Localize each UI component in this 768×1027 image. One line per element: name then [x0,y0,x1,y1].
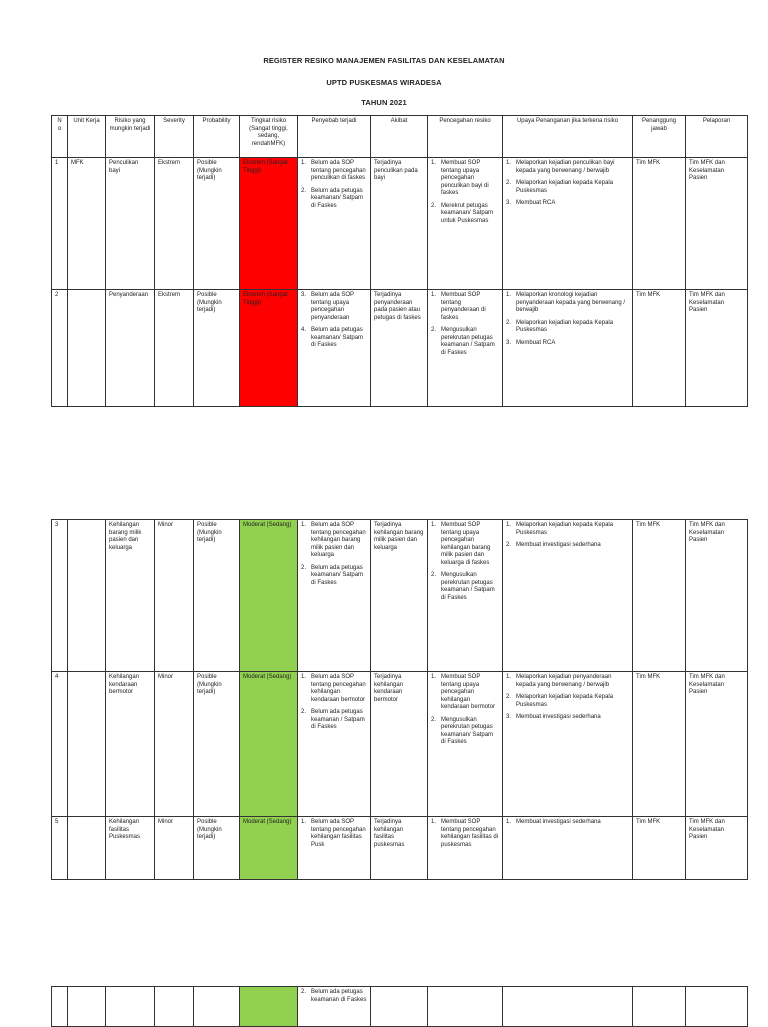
cell-handling [503,520,633,672]
cell-handling [503,987,633,1027]
col-header-level: Tingkat risiko (Sangat tinggi, sedang, rendahMFK) [240,116,298,158]
cell-probability: Posible (Mungkin terjadi) [194,290,240,407]
cell-effect: Terjadinya kehilangan fasilitas puskesmas [371,817,428,880]
cell-risk: Kehilangan fasilitas Puskesmas [106,817,155,880]
cell-cause [298,987,371,1027]
cell-pic: Tim MFK [633,817,686,880]
table-row [52,987,748,1027]
risk-register-table-part-1 [51,115,748,407]
cell-risk-level: Ekstrem (Sangat Tinggi) [240,158,298,290]
cell-handling [503,158,633,290]
col-header-cause: Penyebab terjadi [298,116,371,158]
cell-handling [503,290,633,407]
table-row [52,817,748,880]
cell-risk: Kehilangan barang milik pasien dan keluarga [106,520,155,672]
list-item: 2. Membuat investigasi sederhana [506,542,601,548]
cell-handling [503,817,633,880]
cell-probability: Posible (Mungkin terjadi) [194,817,240,880]
list-item: 1. Melaporkan kejadian penculikan bayi kepada yang berwenang / berwajib [506,160,615,174]
col-header-no: N o [52,116,68,158]
list-item: 1. Membuat SOP tentang upaya pencegahan kehilangan kendaraan bermotor [431,674,496,710]
cell-probability: Posible (Mungkin terjadi) [194,672,240,817]
cell-effect: Terjadinya kehilangan kendaraan bermotor [371,672,428,817]
cell-unit [68,817,106,880]
cell-cause [298,290,371,407]
cell-probability [194,987,240,1027]
cell-probability: Posible (Mungkin terjadi) [194,520,240,672]
list-item: 1. Membuat SOP tentang upaya pencegahan penculikan bayi di faskes [431,160,489,196]
cell-severity: Ekstrem [155,158,194,290]
list-item: 2. Mengusulkan perekrutan petugas keamanan/ Satpam di Faskes [431,716,494,745]
cell-prevention [428,158,503,290]
table-row [52,290,748,407]
table-row [52,672,748,817]
cell-unit: MFK [68,158,106,290]
col-header-severity: Severity [155,116,194,158]
col-header-unit: Unit Kerja [68,116,106,158]
cell-unit [68,290,106,407]
risk-register-table-part-2 [51,519,748,880]
cell-risk: Penyanderaan [106,290,155,407]
cell-cause [298,158,371,290]
cell-prevention [428,672,503,817]
cell-handling [503,672,633,817]
cell-risk-level: Moderat (Sedang) [240,520,298,672]
list-item: 2. Merekrut petugas keamanan/ Satpam untuk Puskesmas [431,202,494,224]
cell-unit [68,987,106,1027]
cell-severity: Minor [155,672,194,817]
cell-cause [298,817,371,880]
list-item: 2. Belum ada petugas keamanan/ Satpam di Faskes [301,564,364,586]
risk-register-table-part-3 [51,986,748,1027]
cell-effect: Terjadinya penyanderaan pada pasien atau petugas di faskes [371,290,428,407]
list-item: 1. Belum ada SOP tentang pencegahan kehilangan kendaraan bermotor [301,674,366,703]
list-item: 4. Belum ada petugas keamanan/ Satpam di Faskes [301,327,364,348]
organization-name: UPTD PUSKESMAS WIRADESA [326,78,442,87]
cell-no: 2 [52,290,68,407]
list-item: 3. Belum ada SOP tentang upaya pencegahan penyanderaan [301,292,354,321]
cell-report: Tim MFK dan Keselamatan Pasien [686,817,748,880]
list-item: 2. Mengusulkan perekrutan petugas keamanan / Satpam di Faskes [431,327,495,356]
list-item: 1. Belum ada SOP tentang pencegahan kehilangan barang milik pasien dan keluarga [301,522,366,558]
col-header-risk: Risiko yang mungkin terjadi [106,116,155,158]
cell-severity: Minor [155,520,194,672]
cell-risk-level: Ekstrem (Sangat Tinggi) [240,290,298,407]
cell-report: Tim MFK dan Keselamatan Pasien [686,290,748,407]
cell-effect [371,987,428,1027]
list-item: 1. Belum ada SOP tentang pencegahan penculikan di faskes [301,160,366,181]
col-header-report: Pelaporan [686,116,748,158]
cell-risk-level [240,987,298,1027]
list-item: 2. Belum ada petugas keamanan di Faskes [301,989,367,1003]
list-item: 2. Melaporkan kejadian kepada Kepala Puskesmas [506,319,614,333]
cell-pic: Tim MFK [633,672,686,817]
list-item: 3. Membuat RCA [506,339,556,346]
list-item: 2. Melaporkan kejadian kepada Kepala Puskesmas [506,694,614,708]
list-item: 2. Mengusulkan perekrutan petugas keamanan / Satpam di Faskes [431,572,495,601]
list-item: 1. Membuat investigasi sederhana [506,819,601,825]
document-year: TAHUN 2021 [361,98,407,107]
cell-report: Tim MFK dan Keselamatan Pasien [686,158,748,290]
cell-report: Tim MFK dan Keselamatan Pasien [686,672,748,817]
cell-pic [633,987,686,1027]
table-row [52,158,748,290]
list-item: 1. Membuat SOP tentang pencegahan kehilangan fasilitas di puskesmas [431,819,499,848]
cell-prevention [428,290,503,407]
list-item: 2. Belum ada petugas keamanan / Satpam di Faskes [301,709,365,730]
list-item: 1. Melaporkan kejadian kepada Kepala Puskesmas [506,522,614,536]
list-item: 1. Membuat SOP tentang penyanderaan di faskes [431,292,486,321]
col-header-prevention: Pencegahan resiko [428,116,503,158]
col-header-effect: Akibat [371,116,428,158]
cell-prevention [428,987,503,1027]
list-item: 1. Melaporkan kronologi kejadian penyanderaan kepada yang berwenang / berwajib [506,292,626,313]
cell-pic: Tim MFK [633,290,686,407]
cell-prevention [428,520,503,672]
list-item: 3. Membuat RCA [506,200,556,206]
col-header-handling: Upaya Penanganan jika terkena risiko [503,116,633,158]
list-item: 2. Melaporkan kejadian kepada Kepala Puskesmas [506,180,614,194]
list-item: 1. Belum ada SOP tentang pencegahan kehilangan fasilitas Pusk [301,819,366,848]
table-header-row [52,116,748,158]
cell-cause [298,520,371,672]
cell-no: 5 [52,817,68,880]
cell-effect: Terjadinya kehilangan barang milik pasien dan keluarga [371,520,428,672]
cell-no: 1 [52,158,68,290]
col-header-probability: Probability [194,116,240,158]
cell-report: Tim MFK dan Keselamatan Pasien [686,520,748,672]
cell-cause [298,672,371,817]
cell-risk: Penculikan bayi [106,158,155,290]
list-item: 1. Membuat SOP tentang upaya pencegahan kehilangan barang milik pasien dan keluarga di faskes [431,522,491,566]
list-item: 3. Membuat investigasi sederhana [506,714,601,720]
cell-risk-level: Moderat (Sedang) [240,817,298,880]
cell-severity [155,987,194,1027]
cell-risk-level: Moderat (Sedang) [240,672,298,817]
cell-effect: Terjadinya penculikan pada bayi [371,158,428,290]
cell-severity: Minor [155,817,194,880]
cell-risk: Kehilangan kendaraan bermotor [106,672,155,817]
cell-unit [68,672,106,817]
document-title: REGISTER RESIKO MANAJEMEN FASILITAS DAN KESELAMATAN [263,56,505,65]
col-header-pic: Penanggung jawab [633,116,686,158]
cell-probability: Posible (Mungkin terjadi) [194,158,240,290]
list-item: 2. Belum ada petugas keamanan/ Satpam di Faskes [301,187,364,209]
cell-unit [68,520,106,672]
cell-no [52,987,68,1027]
cell-no: 3 [52,520,68,672]
cell-report [686,987,748,1027]
cell-no: 4 [52,672,68,817]
cell-pic: Tim MFK [633,158,686,290]
cell-prevention [428,817,503,880]
cell-risk [106,987,155,1027]
table-row [52,520,748,672]
cell-pic: Tim MFK [633,520,686,672]
list-item: 1. Melaporkan kejadian penyanderaan kepada yang berwenang / berwajib [506,674,612,688]
cell-severity: Ekstrem [155,290,194,407]
